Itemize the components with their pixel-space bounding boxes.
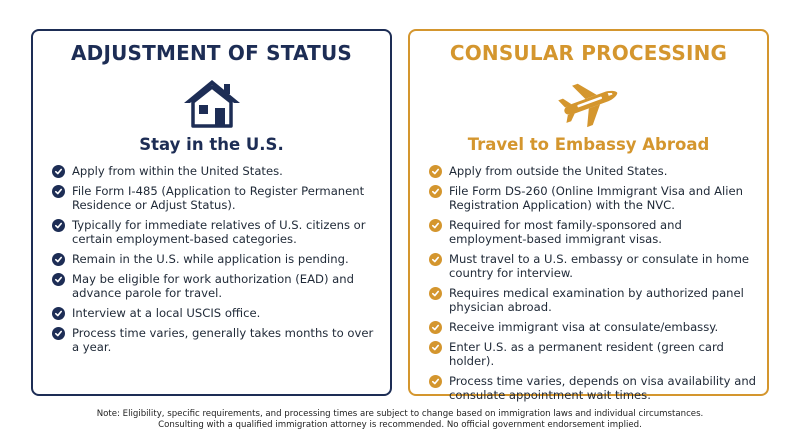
footnote	[0, 409, 800, 431]
list-item	[52, 306, 380, 320]
list-item-text: Remain in the U.S. while application is pending.	[72, 252, 349, 266]
list-item-text: Required for most family-sponsored and employment-based immigrant visas.	[449, 218, 682, 246]
list-item	[52, 184, 380, 212]
check-icon	[429, 287, 442, 300]
consular-subtitle: Travel to Embassy Abroad	[467, 135, 710, 154]
list-item-text: Process time varies, depends on visa availability and consulate appointment wait times.	[449, 374, 757, 402]
list-item-text: Interview at a local USCIS office.	[72, 306, 261, 320]
list-item-text: Apply from outside the United States.	[449, 164, 668, 178]
list-item-text: May be eligible for work authorization (EAD) and advance parole for travel.	[72, 272, 354, 300]
check-icon	[52, 307, 65, 320]
list-item	[52, 252, 380, 266]
house-icon	[180, 77, 244, 129]
list-item	[429, 218, 757, 246]
list-item	[429, 320, 757, 334]
list-item	[429, 340, 757, 368]
consular-title: CONSULAR PROCESSING	[449, 41, 728, 65]
check-icon	[429, 165, 442, 178]
adjustment-subtitle: Stay in the U.S.	[139, 135, 284, 154]
check-icon	[429, 375, 442, 388]
list-item-text: Process time varies, generally takes months to over a year.	[72, 326, 374, 354]
list-item-text: Apply from within the United States.	[72, 164, 283, 178]
list-item-text: Requires medical examination by authorized panel physician abroad.	[449, 286, 744, 314]
check-icon	[429, 341, 442, 354]
airplane-icon	[556, 77, 622, 129]
check-icon	[52, 219, 65, 232]
check-icon	[52, 253, 65, 266]
list-item-text: Typically for immediate relatives of U.S. citizens or certain employment-based categories.	[72, 218, 366, 246]
check-icon	[52, 185, 65, 198]
check-icon	[52, 273, 65, 286]
list-item	[52, 272, 380, 300]
footnote-line-1: Note: Eligibility, specific requirements, and processing times are subject to change based on immigration laws and individual circumstances.	[96, 409, 704, 419]
check-icon	[52, 327, 65, 340]
list-item-text: Receive immigrant visa at consulate/embassy.	[449, 320, 719, 334]
check-icon	[429, 321, 442, 334]
list-item	[429, 184, 757, 212]
consular-processing-card	[408, 29, 769, 402]
adjustment-of-status-card	[31, 29, 392, 396]
consular-list	[429, 164, 757, 408]
list-item-text: File Form I-485 (Application to Register Permanent Residence or Adjust Status).	[72, 184, 365, 212]
list-item	[429, 164, 757, 178]
list-item-text: File Form DS-260 (Online Immigrant Visa and Alien Registration Application) with the NVC.	[449, 184, 743, 212]
list-item	[52, 164, 380, 178]
list-item-text: Must travel to a U.S. embassy or consulate in home country for interview.	[449, 252, 750, 280]
list-item-text: Enter U.S. as a permanent resident (green card holder).	[449, 340, 724, 368]
list-item	[429, 252, 757, 280]
check-icon	[429, 185, 442, 198]
footnote-line-2: Consulting with a qualified immigration attorney is recommended. No official government endorsement implied.	[158, 420, 642, 430]
list-item	[429, 286, 757, 314]
adjustment-list	[52, 164, 380, 360]
list-item	[429, 374, 757, 402]
check-icon	[429, 219, 442, 232]
adjustment-title: ADJUSTMENT OF STATUS	[70, 41, 353, 65]
check-icon	[52, 165, 65, 178]
check-icon	[429, 253, 442, 266]
list-item	[52, 218, 380, 246]
list-item	[52, 326, 380, 354]
